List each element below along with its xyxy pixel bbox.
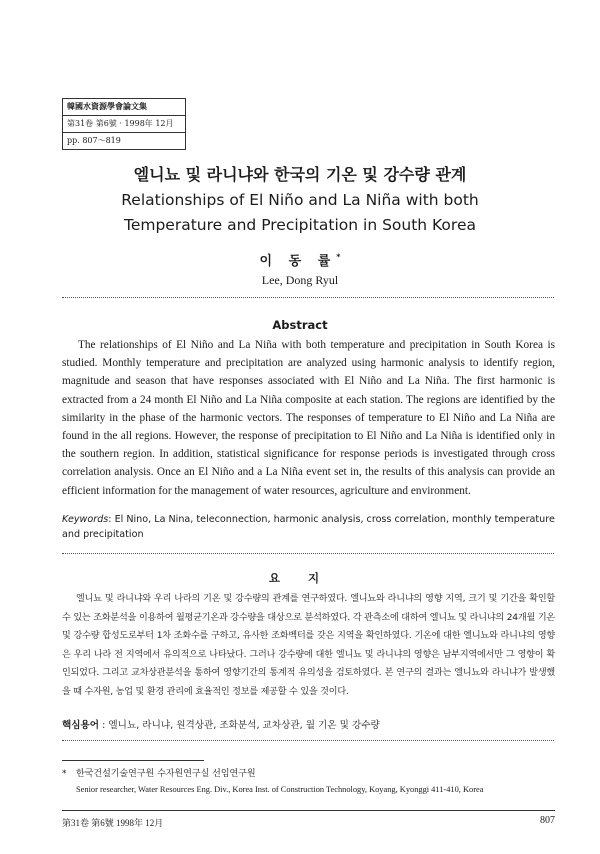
title-english: Relationships of El Niño and La Niña with both Temperature and Precipitation in South Korea	[121, 191, 479, 234]
summary-heading: 요 지	[268, 571, 332, 585]
keywords-text: : El Nino, La Nina, teleconnection, harmonic analysis, cross correlation, monthly temperature and precipitation	[62, 514, 555, 540]
page-footer-rule	[62, 810, 555, 811]
footnote-rule	[62, 760, 204, 761]
page-footer-issue: 第31卷 第6號 1998年 12月	[62, 818, 164, 828]
journal-info-box	[62, 98, 186, 150]
footnote-line1: 한국건설기술연구원 수자원연구실 선임연구원	[76, 769, 256, 779]
keywords-korean	[62, 717, 555, 731]
footnote-mark: *	[62, 769, 67, 779]
footnote-affiliation-english: Senior researcher, Water Resources Eng. Div., Korea Inst. of Construction Technology, Koyang, Kyonggi 411-410, Korea	[76, 785, 484, 794]
keywords-label: Keywords	[62, 514, 109, 525]
journal-name: 韓國水資源學會論文集	[67, 102, 147, 111]
author-english: Lee, Dong Ryul	[261, 273, 339, 287]
abstract-heading: Abstract	[272, 318, 328, 332]
divider-bottom	[62, 740, 554, 741]
keywords-korean-text: : 엘니뇨, 라니냐, 원격상관, 조화분석, 교차상관, 월 기온 및 강수량	[99, 720, 380, 731]
divider-top	[62, 297, 554, 298]
keywords-korean-label: 핵심용어	[62, 720, 100, 731]
author-korean	[0, 250, 600, 269]
page-number: 807	[540, 815, 555, 826]
abstract-text: The relationships of El Niño and La Niña with both temperature and precipitation in South Korea is studied. Monthly temperature and precipitation are analyzed using harmonic analysis to identify region, magnitude and season that have responses associated with El Niño and La Niña. The first harmonic is extracted from a 24 month El Niño and La Niña composite at each station. The regions are identified by the similarity in the phase of the harmonic vectors. The responses of temperature to El Niño and La Niña are found in the all regions. However, the response of precipitation to El Niño and La Niña is identified only in the southern region. In addition, statistical significance for response periods is investigated through cross correlation analysis. Once an El Niño and a La Niña event set in, the results of this analysis can provide an efficient information for the management of water resources, agriculture and environment.	[62, 339, 555, 497]
title-korean: 엘니뇨 및 라니냐와 한국의 기온 및 강수량 관계	[133, 165, 467, 184]
author-korean-name: 이 동 률	[259, 254, 337, 269]
summary-text: 엘니뇨 및 라니냐와 우리 나라의 기온 및 강수량의 관계를 연구하였다. 엘니뇨와 라니냐의 영향 지역, 크기 및 기간을 확인할 수 있는 조화분석을 이용하여 월평균기온과 강수량을 대상으로 분석하였다. 각 관측소에 대하여 엘니뇨 및 라니냐의 24개월 기온 및 강수량 합성도로부터 1차 조화수를 구하고, 유사한 조화벡터를 갖은 지역을 확인하였다. 기온에 대한 엘니뇨와 라니냐의 영향은 우리 나라 전 지역에서 유의적으로 나타났다. 그러나 강수량에 대한 엘니뇨 및 라니냐의 영향은 남부지역에서만 그 영향이 확인되었다. 그리고 교차상관분석을 통하여 영향기간의 통계적 유의성을 검토하였다. 본 연구의 결과는 엘니뇨와 라니냐가 발생했을 때 수자원, 농업 및 환경 관리에 효율적인 정보를 제공할 수 있을 것이다.	[62, 594, 555, 697]
journal-pages: pp. 807～819	[63, 132, 185, 149]
divider-middle	[62, 553, 554, 554]
keywords	[62, 512, 555, 542]
author-footnote-mark: *	[336, 252, 341, 262]
journal-volume-issue: 第31卷 第6號 · 1998年 12月	[63, 115, 185, 132]
footnote-affiliation-korean	[62, 766, 256, 779]
